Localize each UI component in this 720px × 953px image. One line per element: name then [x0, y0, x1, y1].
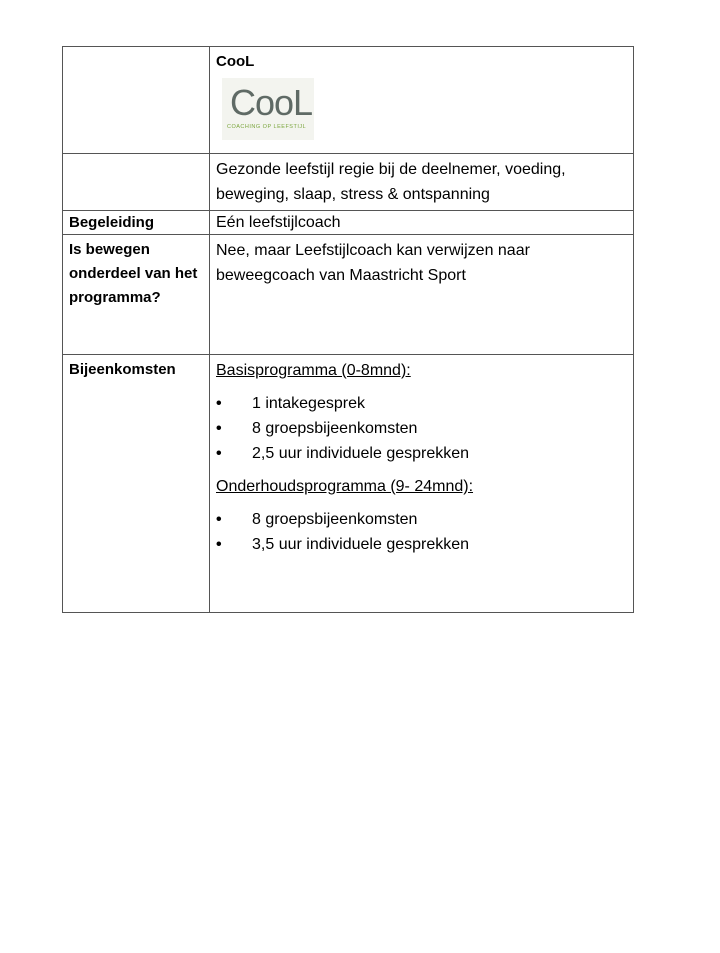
- row-label: [63, 154, 210, 211]
- table-row: [63, 355, 634, 613]
- program-table: [62, 46, 634, 613]
- list-item: • 3,5 uur individuele gesprekken: [216, 532, 627, 557]
- logo-subtitle: COACHING OP LEEFSTIJL: [227, 124, 307, 130]
- list-item: • 2,5 uur individuele gesprekken: [216, 441, 627, 466]
- table-row: [63, 235, 634, 355]
- table-row: [63, 211, 634, 235]
- cool-logo: [222, 78, 314, 140]
- list-item: • 1 intakegesprek: [216, 391, 627, 416]
- basis-list: [216, 391, 627, 466]
- bewegen-text: Nee, maar Leefstijlcoach kan verwijzen naar beweegcoach van Maastricht Sport: [210, 235, 634, 355]
- table-row: [63, 154, 634, 211]
- program-title: CooL: [216, 53, 255, 70]
- basis-heading: Basisprogramma (0-8mnd):: [216, 362, 411, 379]
- row-label-begeleiding: Begeleiding: [63, 211, 210, 235]
- empty-label-cell: [63, 47, 210, 154]
- list-item: • 8 groepsbijeenkomsten: [216, 507, 627, 532]
- onderhoud-heading: Onderhoudsprogramma (9- 24mnd):: [216, 478, 474, 495]
- list-item: • 8 groepsbijeenkomsten: [216, 416, 627, 441]
- onderhoud-list: [216, 507, 627, 557]
- row-label-bewegen: Is bewegen onderdeel van het programma?: [63, 235, 210, 355]
- begeleiding-text: Eén leefstijlcoach: [210, 211, 634, 235]
- header-cell: [210, 47, 634, 154]
- logo-wordmark: CooL: [230, 82, 313, 123]
- focus-text: Gezonde leefstijl regie bij de deelnemer, voeding, beweging, slaap, stress & ontspanning: [210, 154, 634, 211]
- table-row: [63, 47, 634, 154]
- meetings-cell: [210, 355, 634, 613]
- row-label-bijeenkomsten: Bijeenkomsten: [63, 355, 210, 613]
